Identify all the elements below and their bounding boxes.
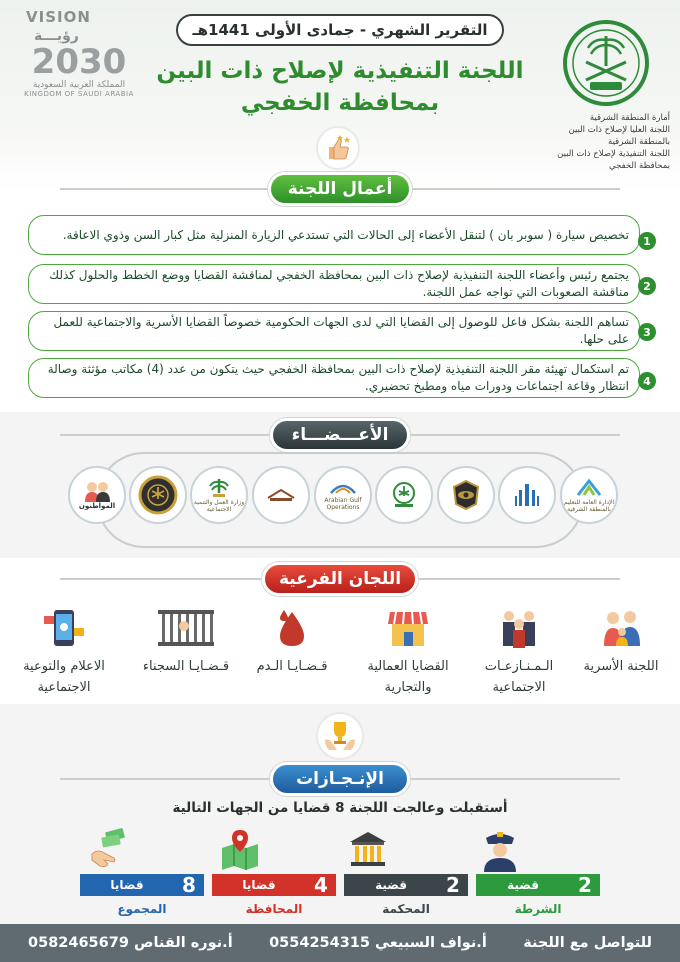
member-logo-text: Arabian Gulf Operations	[324, 497, 362, 511]
achievements-heading: أستقبلت وعالجت اللجنة 8 قضايا من الجهات التالية	[172, 800, 508, 816]
gov-line: بالمنطقة الشرقية	[608, 137, 670, 147]
footer-contact-bar	[0, 924, 680, 962]
vision-arabic: رؤيـــة	[34, 28, 79, 44]
member-logo-police	[129, 466, 187, 524]
member-citizens	[68, 466, 126, 524]
money-hand-icon	[88, 828, 128, 872]
work-item-text: تم استكمال تهيئة مقر اللجنة التنفيذية لإصلاح ذات البين بمحافظة الخفجي حيث يتكون من عدد (4) مكاتب مؤثثة وصالة انتظار وقاعة اجتماعات ودورات مياه ومطبخ تحضيري.	[47, 362, 629, 393]
work-item	[28, 264, 640, 304]
stat-unit: قضايا	[110, 878, 144, 892]
member-logo-civil-affairs	[375, 466, 433, 524]
work-item-text: يجتمع رئيس وأعضاء اللجنة التنفيذية لإصلاح ذات البين بمحافظة الخفجي لمناقشة القضايا ووضع الخطط والحلول كذلك مناقشة الصعوبات التي تواجه عمل اللجنة.	[49, 268, 629, 299]
work-item-number: 3	[638, 323, 656, 341]
blood-drop-icon	[262, 608, 322, 652]
subcommittee-label: الاعلام والتوعية الاجتماعية	[23, 659, 105, 695]
work-item-number: 2	[638, 277, 656, 295]
member-logo-text: وزارة العمل والتنمية الاجتماعية	[193, 499, 245, 513]
municipality-logo-icon	[512, 480, 542, 510]
stat-label: المحافظة	[245, 902, 303, 916]
education-logo-icon	[576, 477, 602, 499]
member-logo-university	[252, 466, 310, 524]
shop-icon	[378, 608, 438, 652]
gov-line: أمارة المنطقة الشرقية	[589, 113, 670, 123]
gov-line: بمحافظة الخفجي	[609, 161, 670, 171]
members-title-text: الأعـــضـــاء	[291, 425, 389, 445]
committee-title-line1: اللجنة التنفيذية لإصلاح ذات البين	[156, 58, 524, 84]
footer-contact-1: أ.نواف السبيعي 0554254315	[269, 935, 487, 951]
vision-2030-logo	[14, 8, 144, 98]
stat-unit: قضية	[375, 878, 407, 892]
work-item-text: تخصيص سيارة ( سوبر بان ) لتنقل الأعضاء إلى الحالات التي تستدعي الزيارة المنزلية مثل كبار السن وذوي الاعاقة.	[62, 227, 629, 242]
vision-word: VISION	[26, 8, 91, 26]
investigation-logo-icon	[449, 478, 483, 512]
thumbs-up-stars-icon	[316, 126, 360, 170]
member-logo-labor-ministry	[190, 466, 248, 524]
member-logo-gulf-operations	[314, 466, 372, 524]
civil-affairs-logo-icon	[389, 481, 419, 509]
citizens-icon	[82, 480, 112, 502]
stat-number: 2	[578, 873, 592, 897]
trophy-hands-icon	[316, 712, 364, 760]
university-logo-icon	[264, 486, 298, 504]
map-pin-icon	[220, 828, 260, 872]
work-item-text: تساهم اللجنة بشكل فاعل للوصول إلى القضايا التي لدى الجهات الحكومية خصوصاً القضايا الأسرية والاجتماعية للعمل على حلها.	[53, 315, 629, 346]
stat-bar-police	[476, 874, 600, 896]
work-item	[28, 215, 640, 255]
work-section-title	[268, 172, 412, 206]
work-item	[28, 358, 640, 398]
members-section-title	[270, 418, 410, 452]
police-logo-icon	[138, 475, 178, 515]
work-title-text: أعمال اللجنة	[287, 179, 393, 199]
work-item-number: 4	[638, 372, 656, 390]
member-logo-investigation	[437, 466, 495, 524]
stat-bar-total	[80, 874, 204, 896]
stat-unit: قضايا	[242, 878, 276, 892]
member-logo-municipality	[498, 466, 556, 524]
subcommittees-title-text: اللجان الفرعية	[278, 569, 402, 589]
vision-year: 2030	[31, 42, 127, 82]
footer-contact-label: للتواصل مع اللجنة	[523, 935, 652, 951]
family-icon	[592, 608, 652, 652]
stat-number: 8	[182, 873, 196, 897]
achievements-title-text: الإنـجـازات	[296, 769, 384, 789]
achievements-section-title	[270, 762, 410, 796]
stat-bar-governorate	[212, 874, 336, 896]
stat-label: المحكمة	[382, 902, 430, 916]
vision-kingdom-en: KINGDOM OF SAUDI ARABIA	[24, 90, 134, 98]
stat-bar-court	[344, 874, 468, 896]
subcommittee-label: الـمـنـازعـات الاجتماعية	[484, 659, 554, 695]
courthouse-icon	[348, 828, 388, 872]
subcommittees-section-title	[262, 562, 418, 596]
citizens-label: المواطنون	[78, 502, 116, 510]
prison-icon	[156, 608, 216, 652]
stat-number: 4	[314, 873, 328, 897]
stat-label: الشرطة	[514, 902, 562, 916]
police-officer-icon	[480, 828, 520, 872]
ministry-emblem-icon	[550, 18, 662, 108]
stat-unit: قضية	[507, 878, 539, 892]
government-lines	[520, 112, 670, 172]
subcommittee-label: قـضـايـا السجناء	[142, 659, 230, 674]
committee-title-line2: بمحافظة الخفجي	[240, 90, 440, 116]
member-logo-education	[560, 466, 618, 524]
work-item	[28, 311, 640, 351]
member-logo-text: الإدارة العامة للتعليم بالمنطقة الشرقية	[563, 499, 615, 513]
report-title: التقرير الشهري - جمادى الأولى 1441هـ	[192, 21, 488, 39]
footer-contact-2: أ.نوره القناص 0582465679	[28, 935, 233, 951]
labor-ministry-logo-icon	[206, 477, 232, 499]
disputes-icon	[489, 608, 549, 652]
gov-line: اللجنة التنفيذية لإصلاح ذات البين	[557, 149, 670, 159]
report-title-pill	[176, 14, 504, 46]
subcommittee-label: اللجنة الأسرية	[583, 659, 659, 674]
subcommittee-label: قـضـايـا الـدم	[256, 659, 328, 674]
stat-number: 2	[446, 873, 460, 897]
stat-label: المجموع	[117, 902, 167, 916]
gulf-operations-logo-icon	[328, 479, 358, 497]
gov-line: اللجنة العليا لإصلاح ذات البين	[568, 125, 670, 135]
subcommittee-label: القضايا العمالية والتجارية	[367, 659, 449, 695]
vision-kingdom-ar: المملكة العربية السعودية	[32, 80, 126, 90]
media-icon	[34, 608, 94, 652]
work-item-number: 1	[638, 232, 656, 250]
